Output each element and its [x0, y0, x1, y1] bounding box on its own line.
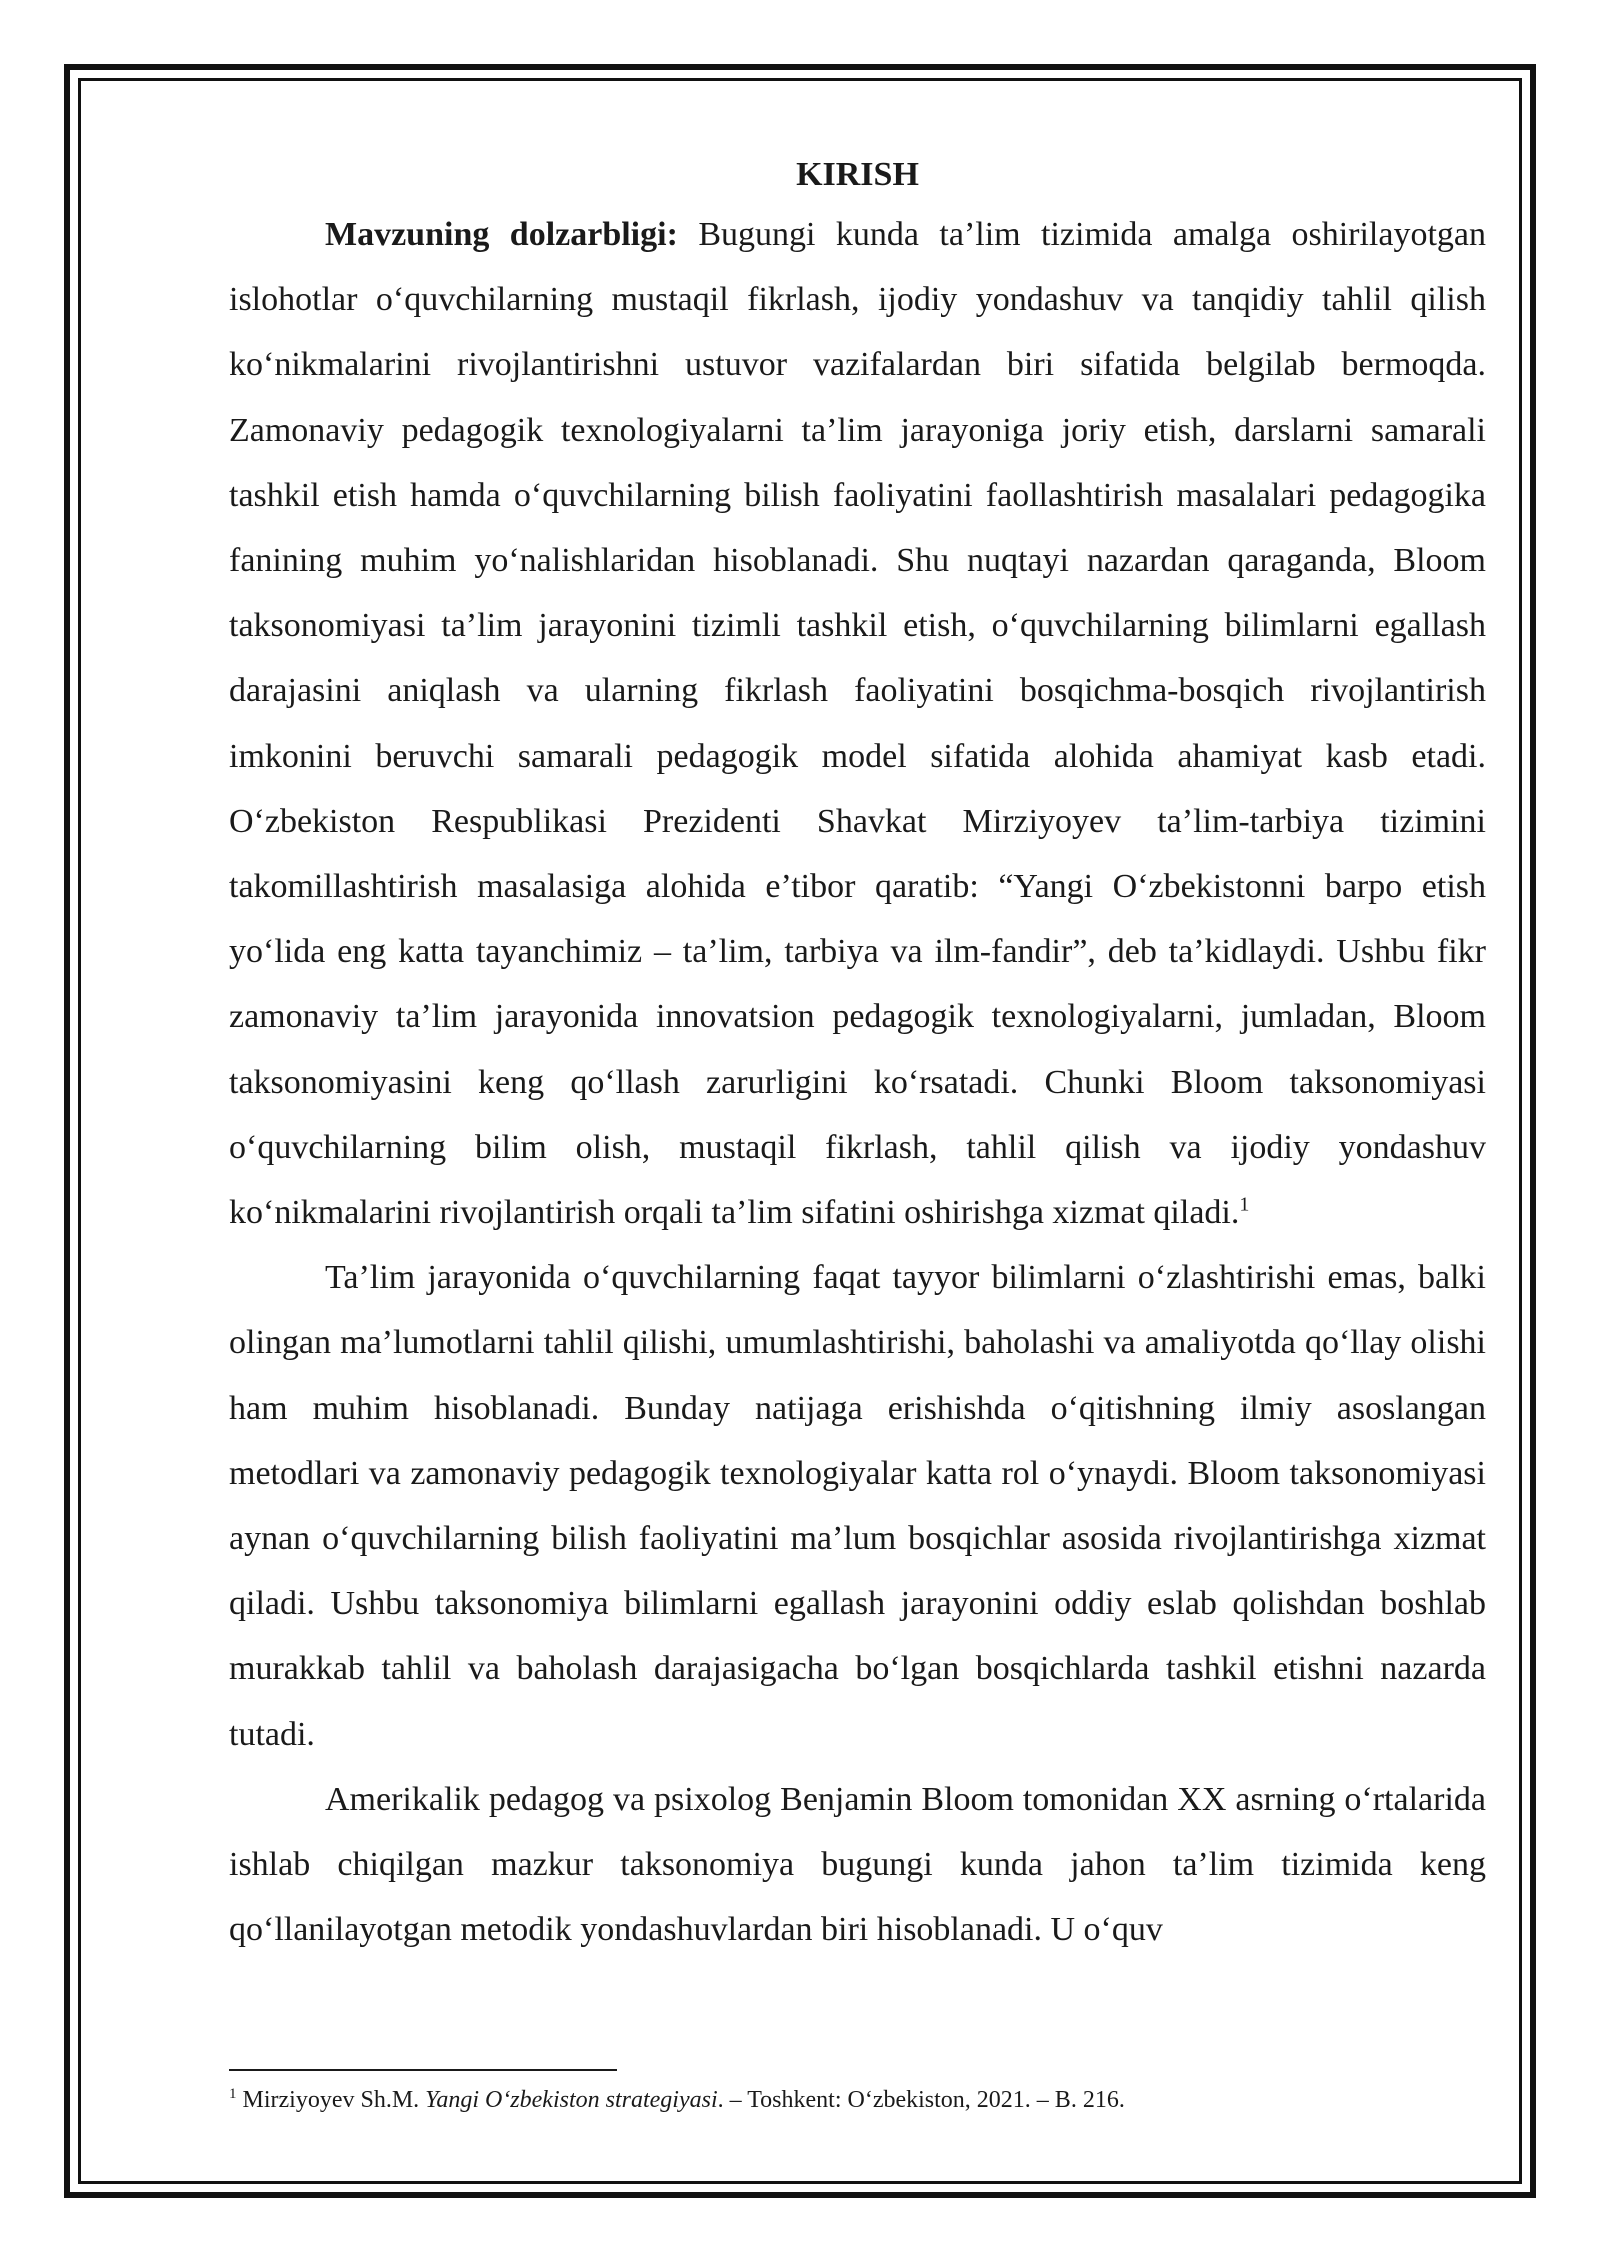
- footnote-separator: [229, 2069, 617, 2071]
- paragraph-text: Ta’lim jarayonida o‘quvchilarning faqat tayyor bilimlarni o‘zlashtirishi emas, balki olingan ma’lumotlarni tahlil qilishi, umumlashtirishi, baholashi va amaliyotda qo‘llay olishi ham muhim hisoblanadi. Bunday natijaga erishishda o‘qitishning ilmiy asoslangan metodlari va zamonaviy pedagogik texnologiyalar katta rol o‘ynaydi. Bloom taksonomiyasi aynan o‘quvchilarning bilish faoliyatini ma’lum bosqichlar asosida rivojlantirishga xizmat qiladi. Ushbu taksonomiya bilimlarni egallash jarayonini oddiy eslab qolishdan boshlab murakkab tahlil va baholash darajasigacha bo‘lgan bosqichlarda tashkil etishni nazarda tutadi.: [229, 1259, 1486, 1753]
- paragraph-text: Bugungi kunda ta’lim tizimida amalga oshirilayotgan islohotlar o‘quvchilarning mustaqil fikrlash, ijodiy yondashuv va tanqidiy tahlil qilish ko‘nikmalarini rivojlantirishni ustuvor vazifalardan biri sifatida belgilab bermoqda. Zamonaviy pedagogik texnologiyalarni ta’lim jarayoniga joriy etish, darslarni samarali tashkil etish hamda o‘quvchilarning bilish faoliyatini faollashtirish masalalari pedagogika fanining muhim yo‘nalishlaridan hisoblanadi. Shu nuqtayi nazardan qaraganda, Bloom taksonomiyasi ta’lim jarayonini tizimli tashkil etish, o‘quvchilarning bilimlarni egallash darajasini aniqlash va ularning fikrlash faoliyatini bosqichma-bosqich rivojlantirish imkonini beruvchi samarali pedagogik model sifatida alohida ahamiyat kasb etadi. O‘zbekiston Respublikasi Prezidenti Shavkat Mirziyoyev ta’lim-tarbiya tizimini takomillashtirish masalasiga alohida e’tibor qaratib: “Yangi O‘zbekistonni barpo etish yo‘lida eng katta tayanchimiz – ta’lim, tarbiya va ilm-fandir”, deb ta’kidlaydi. Ushbu fikr zamonaviy ta’lim jarayonida innovatsion pedagogik texnologiyalarni, jumladan, Bloom taksonomiyasini keng qo‘llash zarurligini ko‘rsatadi. Chunki Bloom taksonomiyasi o‘quvchilarning bilim olish, mustaqil fikrlash, tahlil qilish va ijodiy yondashuv ko‘nikmalarini rivojlantirish orqali ta’lim sifatini oshirishga xizmat qiladi.: [229, 216, 1487, 1232]
- paragraph-text: Amerikalik pedagog va psixolog Benjamin Bloom tomonidan XX asrning o‘rtalarida ishlab chiqilgan mazkur taksonomiya bugungi kunda jahon ta’lim tizimida keng qo‘llanilayotgan metodik yondashuvlardan biri hisoblanadi. U o‘quv: [229, 1780, 1486, 1949]
- footnote-reference: 1: [1239, 1193, 1250, 1216]
- paragraph-learning-process: [229, 1245, 1486, 1767]
- page-content: [229, 148, 1486, 1962]
- footnote-publication: . – Toshkent: O‘zbekiston, 2021. – B. 216.: [717, 2087, 1125, 2113]
- paragraph-relevance: [229, 202, 1486, 1245]
- footnote-author: Mirziyoyev Sh.M.: [242, 2087, 420, 2113]
- page-title: KIRISH: [796, 156, 919, 193]
- paragraph-bloom-history: [229, 1767, 1486, 1963]
- footnote-book-title: Yangi O‘zbekiston strategiyasi: [425, 2087, 718, 2113]
- footnote-number: 1: [229, 2086, 237, 2102]
- relevance-heading: Mavzuning dolzarbligi:: [325, 216, 678, 253]
- footnote: [229, 2084, 1486, 2116]
